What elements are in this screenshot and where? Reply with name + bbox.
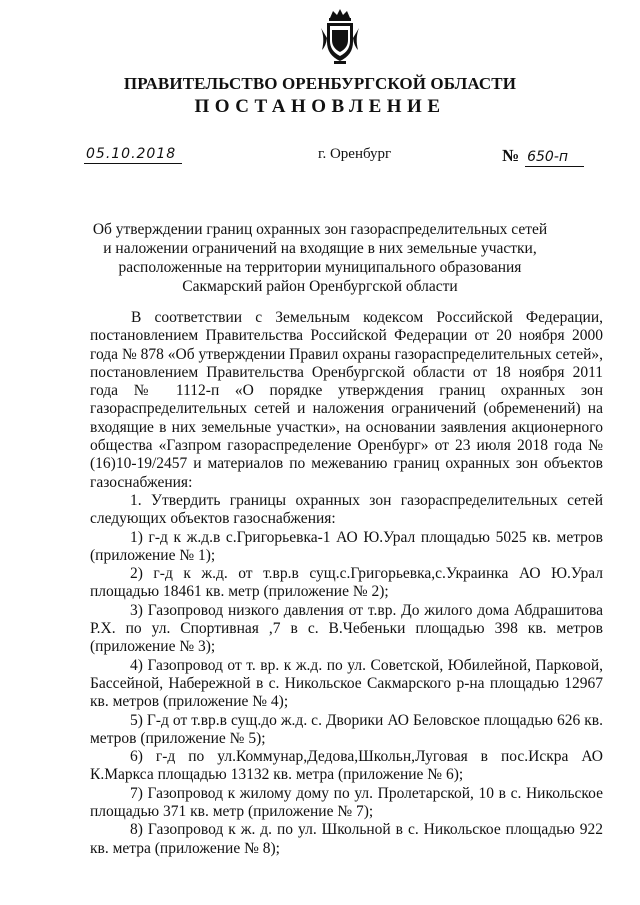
preamble-paragraph: В соответствии с Земельным кодексом Российской Федерации, постановлением Правительства Российской Федерации от 20 ноября 2000 года № 878 «Об утверждении Правил охраны газораспределительных сетей», постановлением Правительства Оренбургской области от 18 ноября 2011 года № 1112-п «О порядке утверждения границ охранных зон газораспределительных сетей и наложения ограничений (обременений) на входящие в них земельные участки», на основании заявления акционерного общества «Газпром газораспределение Оренбург» от 23 июля 2018 года № (16)10-19/2457 и материалов по межеванию границ охранных зон объектов газоснабжения: — [90, 309, 603, 491]
list-item: 2) г-д к ж.д. от т.вр.в сущ.с.Григорьевка,с.Украинка АО Ю.Урал площадью 18461 кв. метр (приложение № 2); — [90, 565, 603, 601]
list-item: 7) Газопровод к жилому дому по ул. Пролетарской, 10 в с. Никольское площадью 371 кв. метр (приложение № 7); — [90, 784, 603, 821]
list-item: 5) Г-д от т.вр.в сущ.до ж.д. с. Дворики АО Беловское площадью 626 кв. метров (приложение № 5); — [90, 711, 603, 747]
document-type-title: ПОСТАНОВЛЕНИЕ — [194, 96, 446, 117]
document-date: 05.10.2018 — [84, 146, 182, 164]
clause-1-lead: 1. Утвердить границы охранных зон газораспределительных сетей следующих объектов газоснабжения: — [90, 491, 603, 528]
number-sign: № — [502, 146, 520, 165]
document-number: 650-п — [525, 149, 584, 167]
list-item: 4) Газопровод от т. вр. к ж.д. по ул. Советской, Юбилейной, Парковой, Бассейной, Набережной в с. Никольское Сакмарского р-на площадью 12967 кв. метров (приложение № 4); — [90, 656, 603, 711]
subject-line: Сакмарский район Оренбургской области — [182, 278, 458, 295]
subject-line: и наложении ограничений на входящие в них земельные участки, — [103, 240, 537, 257]
subject-line: расположенные на территории муниципального образования — [118, 259, 522, 276]
document-body — [90, 309, 603, 858]
list-item: 3) Газопровод низкого давления от т.вр. До жилого дома Абдрашитова Р.Х. по ул. Спортивная ,7 в с. В.Чебеньки площадью 398 кв. метров (приложение № 3); — [90, 601, 603, 656]
document-subject — [0, 220, 640, 296]
document-city: г. Оренбург — [318, 146, 392, 162]
subject-line: Об утверждении границ охранных зон газораспределительных сетей — [92, 221, 548, 238]
list-item: 1) г-д к ж.д.в с.Григорьевка-1 АО Ю.Урал площадью 5025 кв. метров (приложение № 1); — [90, 528, 603, 564]
document-number-block — [502, 146, 584, 166]
list-item: 6) г-д по ул.Коммунар,Дедова,Школьн,Луговая в пос.Искра АО К.Маркса площадью 13132 кв. метра (приложение № 6); — [90, 748, 603, 784]
list-item: 8) Газопровод к ж. д. по ул. Школьной в с. Никольское площадью 922 кв. метра (приложение № 8); — [90, 821, 603, 857]
government-title: ПРАВИТЕЛЬСТВО ОРЕНБУРГСКОЙ ОБЛАСТИ — [123, 74, 517, 93]
coat-of-arms-icon — [318, 8, 362, 66]
